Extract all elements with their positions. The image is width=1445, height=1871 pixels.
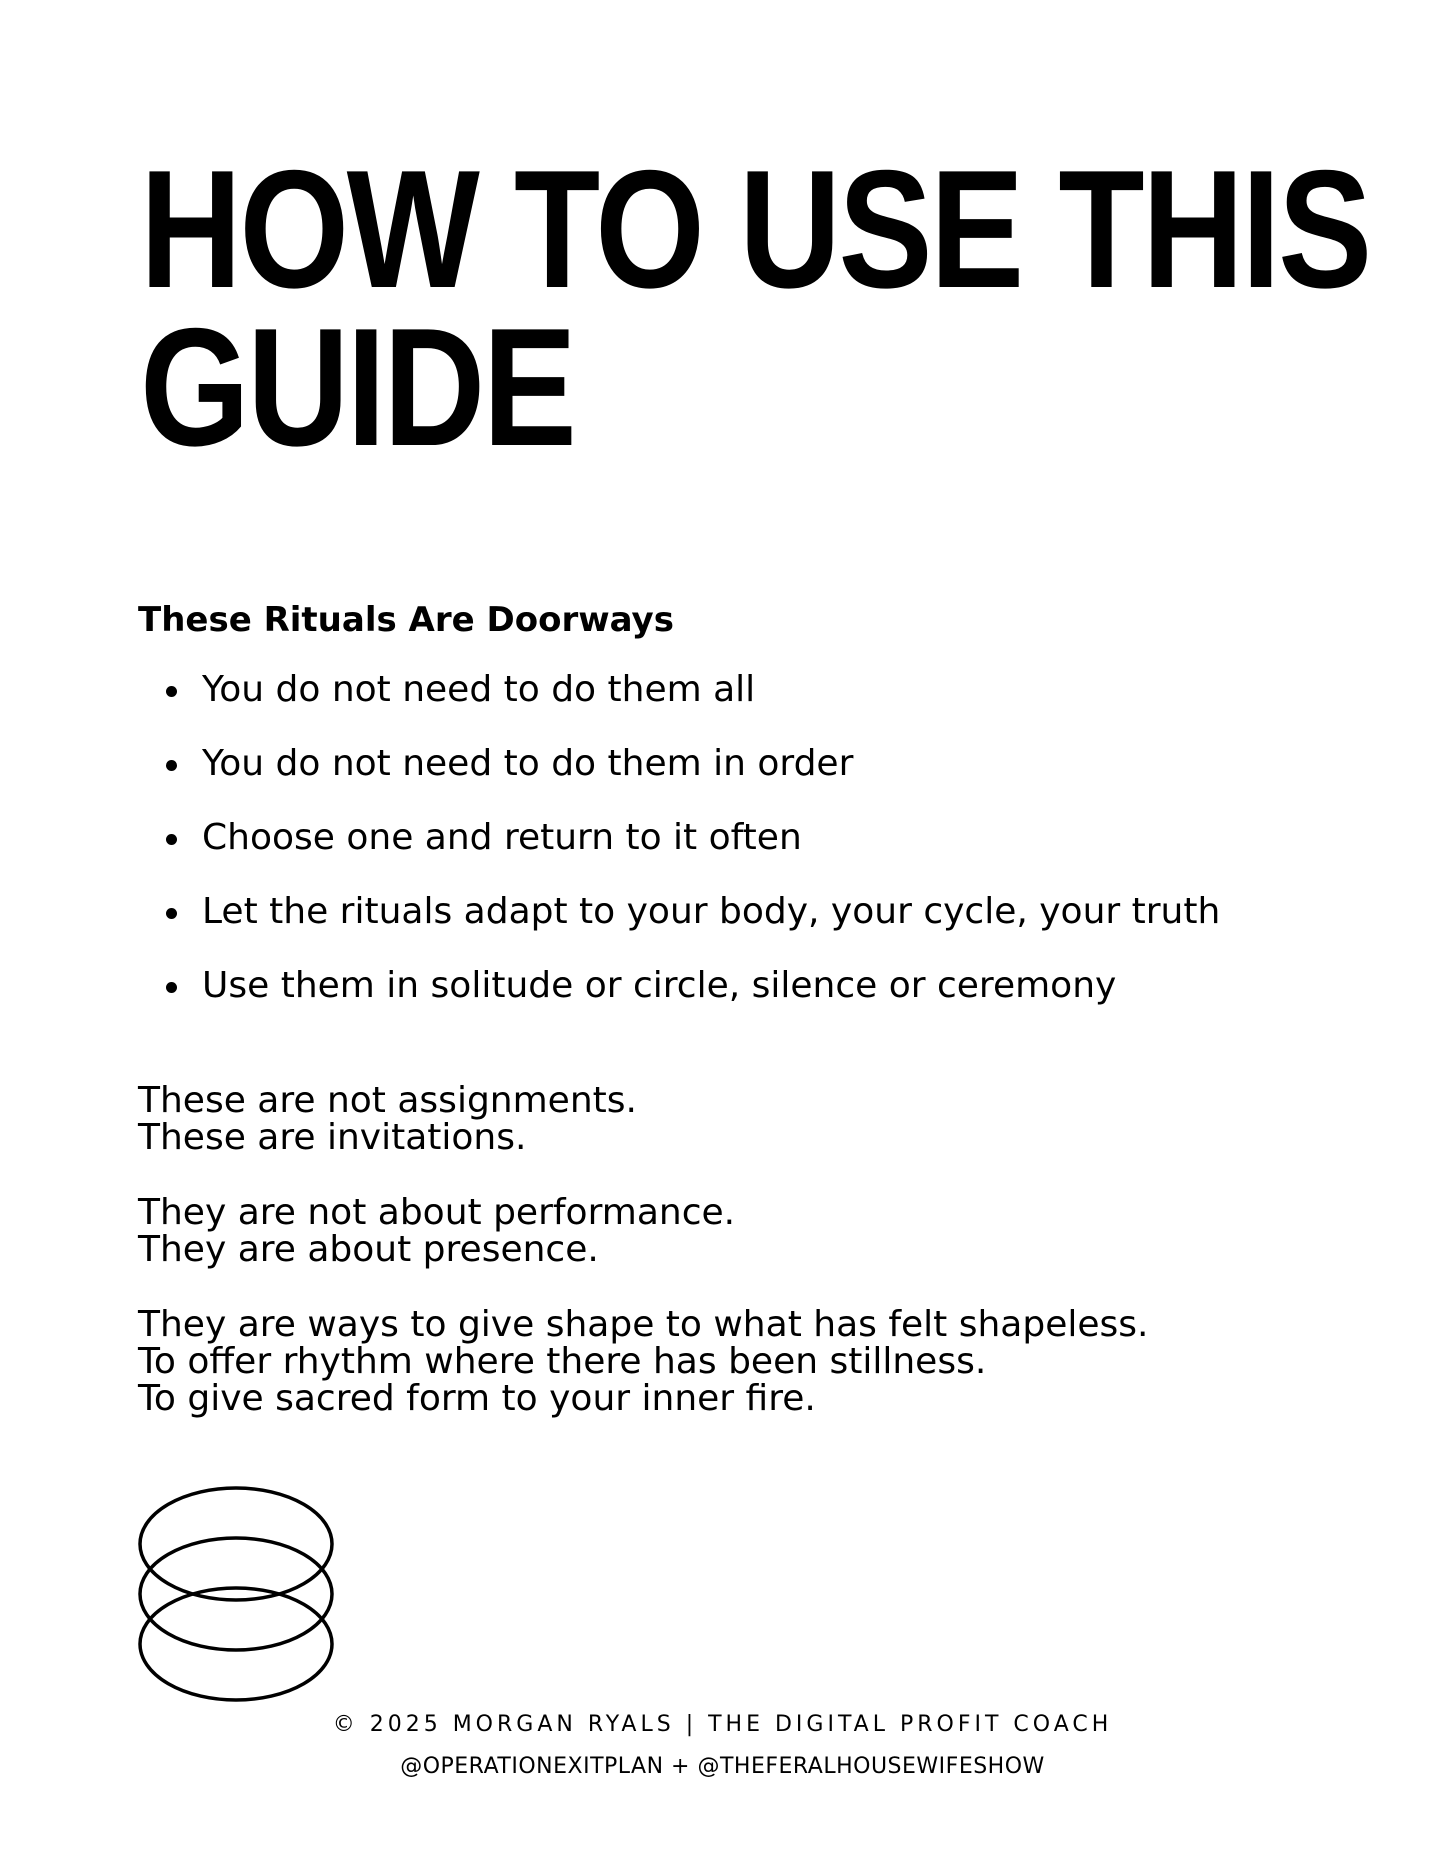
bullet-item: Use them in solitude or circle, silence or ceremony — [138, 964, 1220, 1038]
body-paragraphs — [138, 1082, 1338, 1455]
paragraph-1 — [138, 1082, 1338, 1156]
page-title-line-1: HOW TO USE THIS — [140, 135, 1370, 323]
paragraph-line: They are ways to give shape to what has felt shapeless. — [138, 1304, 1149, 1345]
three-interlocking-rings-icon — [134, 1478, 338, 1712]
section-heading: These Rituals Are Doorways — [138, 600, 674, 640]
footer-handles: @OPERATIONEXITPLAN + @THEFERALHOUSEWIFESHOW — [400, 1754, 1045, 1779]
bullet-item: You do not need to do them in order — [138, 742, 1220, 816]
bullet-item: Let the rituals adapt to your body, your cycle, your truth — [138, 890, 1220, 964]
paragraph-line: They are about presence. — [138, 1229, 599, 1270]
paragraph-line: They are not about performance. — [138, 1192, 736, 1233]
bullet-list — [138, 668, 1220, 1038]
paragraph-3 — [138, 1306, 1338, 1417]
footer-credit: © 2025 MORGAN RYALS | THE DIGITAL PROFIT COACH — [332, 1712, 1113, 1737]
paragraph-line: These are invitations. — [138, 1117, 527, 1158]
paragraph-line: To offer rhythm where there has been stillness. — [138, 1341, 987, 1382]
bullet-item: You do not need to do them all — [138, 668, 1220, 742]
page-title-line-2: GUIDE — [140, 293, 575, 481]
page-title — [140, 135, 1370, 481]
bullet-item: Choose one and return to it often — [138, 816, 1220, 890]
paragraph-line: These are not assignments. — [138, 1080, 637, 1121]
paragraph-2 — [138, 1194, 1338, 1268]
paragraph-line: To give sacred form to your inner fire. — [138, 1378, 816, 1419]
